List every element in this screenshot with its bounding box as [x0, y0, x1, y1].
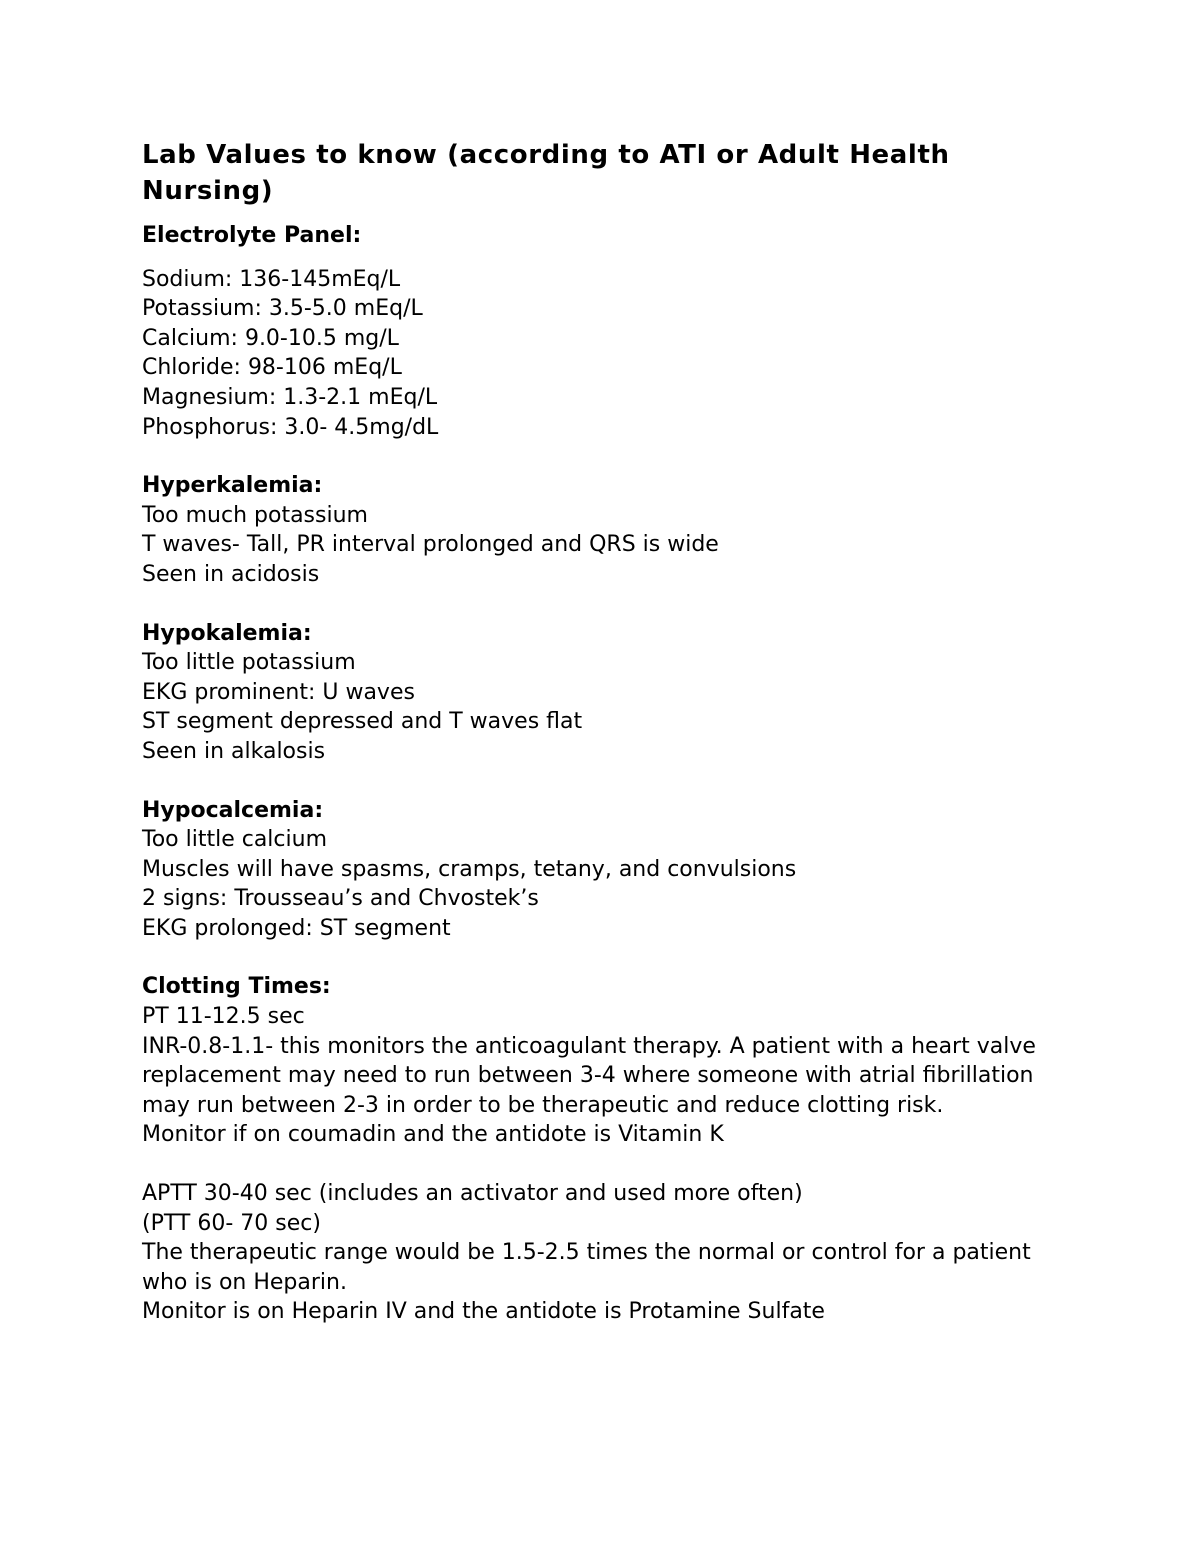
electrolyte-line: Calcium: 9.0-10.5 mg/L — [142, 325, 399, 351]
document-page — [142, 138, 1062, 1327]
electrolyte-panel-list — [142, 265, 1062, 443]
hypokalemia-list — [142, 648, 1062, 766]
electrolyte-line: Phosphorus: 3.0- 4.5mg/dL — [142, 414, 439, 440]
hypocalcemia-list — [142, 825, 1062, 943]
hypokalemia-line: Seen in alkalosis — [142, 738, 326, 764]
hypokalemia-line: Too little potassium — [142, 650, 356, 676]
aptt-line: Monitor is on Heparin IV and the antidote is Protamine Sulfate — [142, 1299, 825, 1325]
clotting-times-heading: Clotting Times: — [142, 974, 331, 1000]
electrolyte-line: Chloride: 98-106 mEq/L — [142, 355, 402, 381]
clotting-line: INR-0.8-1.1- this monitors the anticoagulant therapy. A patient with a heart valve replacement may need to run between 3-4 where someone with atrial fibrillation may run between 2-3 in order to be therapeutic and reduce clotting risk. — [142, 1033, 1043, 1118]
electrolyte-line: Sodium: 136-145mEq/L — [142, 266, 401, 292]
hypokalemia-heading: Hypokalemia: — [142, 620, 312, 646]
hypokalemia-line: EKG prominent: U waves — [142, 679, 415, 705]
hypokalemia-line: ST segment depressed and T waves flat — [142, 709, 583, 735]
hyperkalemia-line: Too much potassium — [142, 502, 368, 528]
page-title: Lab Values to know (according to ATI or Adult Health Nursing) — [142, 140, 950, 206]
aptt-line: APTT 30-40 sec (includes an activator and used more often) — [142, 1181, 803, 1207]
hyperkalemia-heading: Hyperkalemia: — [142, 473, 323, 499]
hypocalcemia-line: 2 signs: Trousseau’s and Chvostek’s — [142, 886, 539, 912]
aptt-line: The therapeutic range would be 1.5-2.5 times the normal or control for a patient who is on Heparin. — [142, 1240, 1038, 1295]
electrolyte-panel-heading: Electrolyte Panel: — [142, 223, 362, 248]
electrolyte-line: Magnesium: 1.3-2.1 mEq/L — [142, 384, 438, 410]
electrolyte-line: Potassium: 3.5-5.0 mEq/L — [142, 296, 423, 322]
hyperkalemia-list — [142, 501, 1062, 590]
aptt-line: (PTT 60- 70 sec) — [142, 1210, 321, 1236]
hyperkalemia-line: T waves- Tall, PR interval prolonged and QRS is wide — [142, 532, 719, 558]
hypocalcemia-line: EKG prolonged: ST segment — [142, 915, 451, 941]
aptt-list — [142, 1179, 1062, 1327]
hypocalcemia-heading: Hypocalcemia: — [142, 797, 324, 823]
hyperkalemia-line: Seen in acidosis — [142, 561, 320, 587]
clotting-line: PT 11-12.5 sec — [142, 1004, 305, 1030]
hypocalcemia-line: Muscles will have spasms, cramps, tetany, and convulsions — [142, 856, 797, 882]
clotting-line: Monitor if on coumadin and the antidote is Vitamin K — [142, 1122, 724, 1148]
clotting-times-list — [142, 1002, 1062, 1150]
hypocalcemia-line: Too little calcium — [142, 827, 328, 853]
